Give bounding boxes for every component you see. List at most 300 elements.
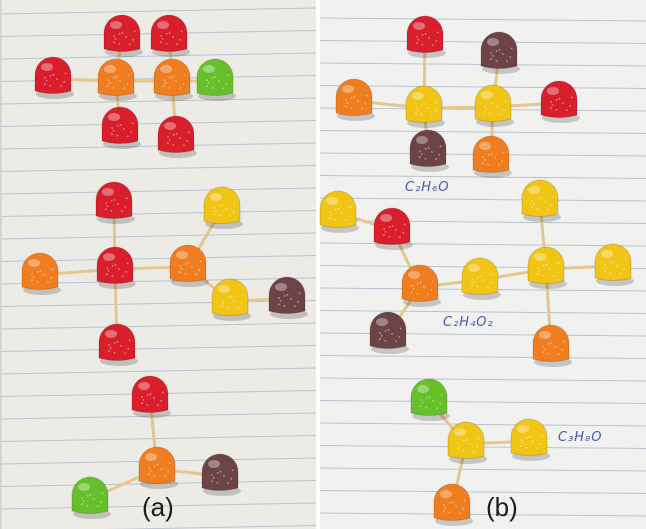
- sugar-speck: [459, 445, 461, 447]
- sugar-speck: [398, 336, 400, 338]
- sugar-speck: [113, 130, 115, 132]
- sugar-speck: [498, 164, 500, 166]
- gumdrop-highlight: [517, 425, 529, 433]
- sugar-speck: [366, 94, 368, 96]
- sugar-speck: [169, 139, 171, 141]
- sugar-speck: [230, 478, 232, 480]
- sugar-speck: [411, 291, 413, 293]
- red-gumdrop: [132, 376, 171, 418]
- red-gumdrop: [96, 182, 135, 224]
- sugar-speck: [132, 39, 134, 41]
- sugar-speck: [422, 44, 424, 46]
- sugar-speck: [532, 440, 534, 442]
- sugar-speck: [552, 195, 554, 197]
- gumdrop-highlight: [275, 283, 287, 291]
- sugar-speck: [182, 83, 184, 85]
- sugar-speck: [120, 124, 122, 126]
- sugar-speck: [499, 49, 501, 51]
- sugar-speck: [278, 303, 280, 305]
- sugar-speck: [547, 208, 549, 210]
- sugar-speck: [105, 202, 107, 204]
- sugar-speck: [469, 443, 471, 445]
- sugar-speck: [522, 442, 524, 444]
- sugar-speck: [125, 36, 127, 38]
- sugar-speck: [391, 333, 393, 335]
- sugar-speck: [531, 200, 533, 202]
- formula-annotation-1: C₂H₆O: [405, 180, 450, 195]
- sugar-speck: [436, 101, 438, 103]
- gumdrop-highlight: [105, 330, 117, 338]
- sugar-speck: [123, 128, 125, 130]
- sugar-speck: [541, 434, 543, 436]
- sugar-speck: [160, 468, 162, 470]
- sugar-speck: [175, 80, 177, 82]
- sugar-speck: [213, 207, 215, 209]
- gumdrop-highlight: [376, 318, 388, 326]
- sugar-speck: [169, 87, 171, 89]
- sugar-speck: [351, 107, 353, 109]
- sugar-speck: [424, 103, 426, 105]
- yellow-gumdrop: [448, 422, 487, 464]
- sugar-speck: [413, 288, 415, 290]
- sugar-speck: [108, 350, 110, 352]
- sugar-speck: [206, 85, 208, 87]
- sugar-speck: [385, 231, 387, 233]
- brown-gumdrop: [410, 130, 449, 172]
- gumdrop-highlight: [380, 214, 392, 222]
- sugar-speck: [132, 122, 134, 124]
- sugar-speck: [227, 307, 229, 309]
- sugar-speck: [124, 206, 126, 208]
- sugar-speck: [509, 56, 511, 58]
- gumdrop-highlight: [417, 385, 429, 393]
- sugar-speck: [419, 150, 421, 152]
- sugar-speck: [438, 154, 440, 156]
- sugar-speck: [167, 471, 169, 473]
- sugar-speck: [500, 113, 502, 115]
- sugar-speck: [186, 140, 188, 142]
- sugar-speck: [426, 397, 428, 399]
- sugar-speck: [484, 159, 486, 161]
- sugar-speck: [33, 276, 35, 278]
- sugar-speck: [162, 391, 164, 393]
- red-gumdrop: [158, 116, 197, 158]
- sugar-speck: [50, 75, 52, 77]
- sugar-speck: [127, 348, 129, 350]
- sugar-speck: [107, 205, 109, 207]
- sugar-speck: [114, 199, 116, 201]
- sugar-speck: [463, 450, 465, 452]
- sugar-speck: [284, 295, 286, 297]
- formula-annotation-2: C₂H₄O₂: [443, 315, 494, 330]
- sugar-speck: [435, 158, 437, 160]
- sugar-speck: [188, 262, 190, 264]
- sugar-speck: [526, 437, 528, 439]
- gumdrop-highlight: [138, 382, 150, 390]
- sugar-speck: [129, 43, 131, 45]
- sugar-speck: [154, 465, 156, 467]
- sugar-speck: [299, 292, 301, 294]
- panel-label-a: (a): [142, 492, 174, 522]
- sugar-speck: [63, 81, 65, 83]
- gumdrop-highlight: [203, 65, 215, 73]
- sugar-speck: [345, 105, 347, 107]
- gumdrop-highlight: [103, 253, 115, 261]
- sugar-speck: [610, 272, 612, 274]
- sugar-speck: [97, 505, 99, 507]
- sugar-speck: [501, 160, 503, 162]
- sugar-speck: [117, 135, 119, 137]
- sugar-speck: [464, 499, 466, 501]
- sugar-speck: [486, 108, 488, 110]
- sugar-speck: [421, 104, 423, 106]
- sugar-speck: [52, 268, 54, 270]
- sugar-speck: [429, 396, 431, 398]
- sugar-speck: [427, 293, 429, 295]
- sugar-speck: [87, 505, 89, 507]
- sugar-speck: [354, 96, 356, 98]
- gumdrop-highlight: [408, 271, 420, 279]
- sugar-speck: [437, 31, 439, 33]
- sugar-speck: [420, 282, 422, 284]
- sugar-speck: [494, 157, 496, 159]
- sugar-speck: [81, 497, 83, 499]
- sugar-speck: [427, 107, 429, 109]
- sugar-speck: [118, 268, 120, 270]
- sugar-speck: [428, 147, 430, 149]
- sugar-speck: [482, 162, 484, 164]
- sugar-speck: [117, 203, 119, 205]
- red-gumdrop: [407, 16, 446, 58]
- sugar-speck: [571, 96, 573, 98]
- sugar-speck: [122, 32, 124, 34]
- sugar-speck: [167, 136, 169, 138]
- sugar-speck: [421, 153, 423, 155]
- sugar-speck: [123, 87, 125, 89]
- gumdrop-highlight: [164, 122, 176, 130]
- sugar-speck: [455, 505, 457, 507]
- sugar-speck: [227, 297, 229, 299]
- sugar-speck: [181, 268, 183, 270]
- sugar-speck: [436, 407, 438, 409]
- sugar-speck: [379, 338, 381, 340]
- sugar-speck: [357, 100, 359, 102]
- sugar-speck: [167, 142, 169, 144]
- sugar-speck: [169, 462, 171, 464]
- sugar-speck: [431, 151, 433, 153]
- sugar-speck: [463, 440, 465, 442]
- gumdrop-highlight: [78, 483, 90, 491]
- gumdrop-highlight: [102, 188, 114, 196]
- sugar-speck: [212, 77, 214, 79]
- molecule-a1: [35, 15, 236, 158]
- sugar-speck: [169, 77, 171, 79]
- sugar-speck: [87, 495, 89, 497]
- sugar-speck: [388, 329, 390, 331]
- gumdrop-highlight: [468, 264, 480, 272]
- sugar-speck: [506, 60, 508, 62]
- sugar-speck: [287, 294, 289, 296]
- sugar-speck: [620, 272, 622, 274]
- sugar-speck: [173, 134, 175, 136]
- sugar-speck: [537, 208, 539, 210]
- sugar-speck: [558, 262, 560, 264]
- sugar-speck: [225, 208, 227, 210]
- sugar-speck: [348, 215, 350, 217]
- sugar-speck: [420, 399, 422, 401]
- sugar-speck: [477, 276, 479, 278]
- sugar-speck: [164, 475, 166, 477]
- sugar-speck: [219, 215, 221, 217]
- sugar-speck: [569, 105, 571, 107]
- sugar-speck: [148, 467, 150, 469]
- sugar-speck: [179, 87, 181, 89]
- sugar-speck: [113, 77, 115, 79]
- sugar-speck: [217, 482, 219, 484]
- sugar-speck: [280, 300, 282, 302]
- sugar-speck: [540, 197, 542, 199]
- sugar-speck: [421, 114, 423, 116]
- sugar-speck: [119, 80, 121, 82]
- sugar-speck: [53, 74, 55, 76]
- yellow-gumdrop: [595, 244, 634, 286]
- sugar-speck: [531, 206, 533, 208]
- sugar-speck: [536, 447, 538, 449]
- sugar-speck: [176, 43, 178, 45]
- gumdrop-highlight: [454, 428, 466, 436]
- sugar-speck: [284, 305, 286, 307]
- sugar-speck: [563, 340, 565, 342]
- sugar-speck: [490, 103, 492, 105]
- sugar-speck: [44, 83, 46, 85]
- sugar-speck: [111, 127, 113, 129]
- sugar-speck: [345, 99, 347, 101]
- sugar-speck: [473, 281, 475, 283]
- sugar-speck: [432, 44, 434, 46]
- sugar-speck: [169, 32, 171, 34]
- sugar-speck: [60, 85, 62, 87]
- sugar-speck: [383, 234, 385, 236]
- green-gumdrop: [411, 379, 450, 421]
- sugar-speck: [119, 33, 121, 35]
- sugar-speck: [297, 301, 299, 303]
- sugar-speck: [431, 114, 433, 116]
- sugar-speck: [426, 407, 428, 409]
- sugar-speck: [43, 274, 45, 276]
- sugar-speck: [543, 201, 545, 203]
- gumdrop-highlight: [28, 259, 40, 267]
- orange-gumdrop: [170, 245, 209, 287]
- gumdrop-highlight: [440, 490, 452, 498]
- sugar-speck: [335, 209, 337, 211]
- gumdrop-highlight: [326, 197, 338, 205]
- sugar-speck: [107, 85, 109, 87]
- gumdrop-highlight: [157, 21, 169, 29]
- sugar-speck: [122, 275, 124, 277]
- sugar-speck: [400, 327, 402, 329]
- orange-gumdrop: [336, 79, 375, 121]
- red-gumdrop: [541, 81, 580, 123]
- gumdrop-highlight: [416, 136, 428, 144]
- brown-gumdrop: [370, 312, 409, 354]
- sugar-speck: [172, 76, 174, 78]
- yellow-gumdrop: [522, 180, 561, 222]
- sugar-speck: [537, 198, 539, 200]
- sugar-speck: [490, 52, 492, 54]
- sugar-speck: [434, 110, 436, 112]
- sugar-speck: [108, 344, 110, 346]
- yellow-gumdrop: [475, 85, 514, 127]
- sugar-speck: [419, 156, 421, 158]
- sugar-speck: [417, 109, 419, 111]
- sugar-speck: [141, 402, 143, 404]
- sugar-speck: [416, 42, 418, 44]
- sugar-speck: [425, 158, 427, 160]
- sugar-speck: [213, 477, 215, 479]
- sugar-speck: [111, 210, 113, 212]
- sugar-speck: [496, 60, 498, 62]
- sugar-speck: [392, 225, 394, 227]
- sugar-speck: [351, 97, 353, 99]
- sugar-speck: [242, 294, 244, 296]
- sugar-speck: [526, 447, 528, 449]
- sugar-speck: [484, 105, 486, 107]
- sugar-speck: [134, 30, 136, 32]
- gumdrop-highlight: [528, 186, 540, 194]
- sugar-speck: [37, 271, 39, 273]
- sugar-speck: [556, 271, 558, 273]
- gumdrop-highlight: [218, 285, 230, 293]
- sugar-speck: [179, 137, 181, 139]
- red-gumdrop: [151, 15, 190, 57]
- sugar-speck: [503, 109, 505, 111]
- sugar-speck: [229, 215, 231, 217]
- sugar-speck: [128, 74, 130, 76]
- sugar-speck: [428, 37, 430, 39]
- sugar-speck: [166, 33, 168, 35]
- yellow-gumdrop: [320, 191, 359, 233]
- sugar-speck: [449, 502, 451, 504]
- sugar-speck: [539, 443, 541, 445]
- red-gumdrop: [35, 57, 74, 99]
- sugar-speck: [331, 214, 333, 216]
- sugar-speck: [415, 112, 417, 114]
- sugar-speck: [606, 267, 608, 269]
- sugar-speck: [476, 446, 478, 448]
- sugar-speck: [338, 208, 340, 210]
- sugar-speck: [150, 393, 152, 395]
- gumdrop-highlight: [413, 22, 425, 30]
- sugar-speck: [100, 501, 102, 503]
- sugar-speck: [222, 87, 224, 89]
- sugar-speck: [47, 281, 49, 283]
- sugar-speck: [234, 202, 236, 204]
- sugar-speck: [505, 100, 507, 102]
- sugar-speck: [143, 399, 145, 401]
- sugar-speck: [211, 480, 213, 482]
- sugar-speck: [102, 492, 104, 494]
- sugar-speck: [232, 469, 234, 471]
- brown-gumdrop: [481, 32, 520, 74]
- sugar-speck: [109, 82, 111, 84]
- sugar-speck: [124, 352, 126, 354]
- sugar-speck: [121, 210, 123, 212]
- sugar-speck: [90, 494, 92, 496]
- sugar-speck: [459, 512, 461, 514]
- sugar-speck: [457, 442, 459, 444]
- sugar-speck: [441, 394, 443, 396]
- sugar-speck: [117, 341, 119, 343]
- sugar-speck: [31, 273, 33, 275]
- sugar-speck: [511, 47, 513, 49]
- sugar-speck: [113, 87, 115, 89]
- sugar-speck: [430, 289, 432, 291]
- sugar-speck: [462, 508, 464, 510]
- orange-gumdrop: [402, 265, 441, 307]
- sugar-speck: [544, 348, 546, 350]
- sugar-speck: [188, 131, 190, 133]
- sugar-speck: [546, 264, 548, 266]
- sugar-speck: [37, 281, 39, 283]
- yellow-gumdrop: [204, 187, 243, 229]
- sugar-speck: [435, 40, 437, 42]
- sugar-speck: [347, 102, 349, 104]
- sugar-speck: [457, 448, 459, 450]
- sugar-speck: [556, 109, 558, 111]
- sugar-speck: [126, 197, 128, 199]
- sugar-speck: [491, 153, 493, 155]
- sugar-speck: [604, 264, 606, 266]
- sugar-speck: [395, 340, 397, 342]
- sugar-speck: [533, 203, 535, 205]
- sugar-speck: [184, 74, 186, 76]
- sugar-speck: [181, 30, 183, 32]
- sugar-speck: [179, 271, 181, 273]
- sugar-speck: [379, 332, 381, 334]
- sugar-speck: [484, 111, 486, 113]
- sugar-speck: [157, 404, 159, 406]
- gumdrop-highlight: [487, 38, 499, 46]
- sugar-speck: [221, 305, 223, 307]
- sugar-speck: [529, 436, 531, 438]
- gumdrop-highlight: [601, 250, 613, 258]
- sugar-speck: [206, 79, 208, 81]
- sugar-speck: [496, 106, 498, 108]
- yellow-gumdrop: [511, 419, 550, 461]
- yellow-gumdrop: [406, 86, 445, 128]
- sugar-speck: [480, 275, 482, 277]
- sugar-speck: [227, 482, 229, 484]
- sugar-speck: [625, 259, 627, 261]
- gumdrop-highlight: [481, 91, 493, 99]
- molecule-b3: [411, 379, 550, 526]
- gumdrop-highlight: [539, 331, 551, 339]
- sugar-speck: [502, 53, 504, 55]
- sugar-speck: [65, 72, 67, 74]
- gumdrop-highlight: [342, 85, 354, 93]
- sugar-speck: [542, 345, 544, 347]
- sugar-speck: [225, 83, 227, 85]
- sugar-speck: [623, 268, 625, 270]
- sugar-speck: [350, 206, 352, 208]
- sugar-speck: [385, 340, 387, 342]
- sugar-speck: [496, 50, 498, 52]
- sugar-speck: [490, 113, 492, 115]
- sugar-speck: [492, 273, 494, 275]
- sugar-speck: [127, 262, 129, 264]
- sugar-speck: [172, 36, 174, 38]
- sugar-speck: [215, 76, 217, 78]
